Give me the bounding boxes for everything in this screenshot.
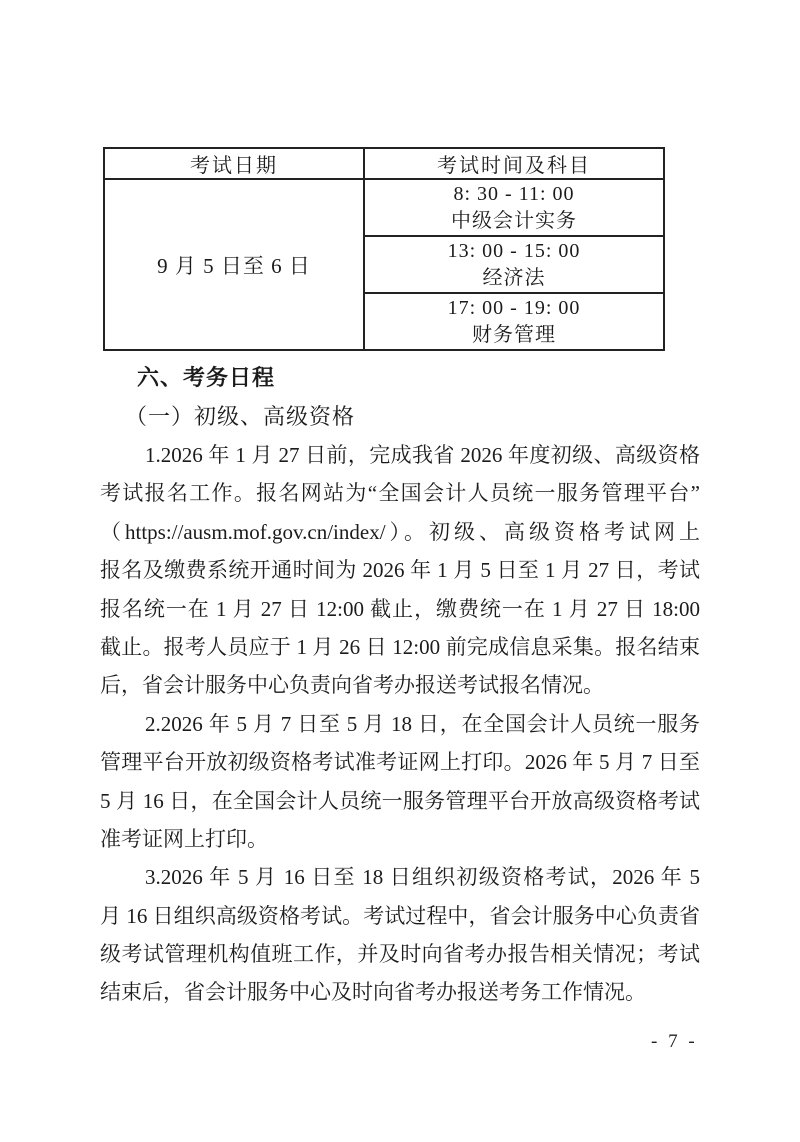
paragraph-3-line: 3.2026 年 5 月 16 日至 18 日组织初级资格考试，2026 年 5 bbox=[145, 865, 700, 890]
exam-schedule-table bbox=[103, 147, 665, 351]
session-time: 13: 00 - 15: 00 bbox=[447, 239, 581, 262]
session-subject: 经济法 bbox=[482, 266, 546, 289]
exam-date-column-header: 考试日期 bbox=[104, 148, 364, 179]
paragraph-1-line: 1.2026 年 1 月 27 日前，完成我省 2026 年度初级、高级资格 bbox=[145, 443, 700, 467]
paragraph-1-line: 截止。报考人员应于 1 月 26 日 12:00 前完成信息采集。报名结束 bbox=[100, 634, 700, 659]
paragraph-3-line: 级考试管理机构值班工作，并及时向省考办报告相关情况；考试 bbox=[100, 942, 700, 967]
paragraph-2-line: 5 月 16 日，在全国会计人员统一服务管理平台开放高级资格考试 bbox=[100, 788, 700, 813]
paragraph-2-line: 2.2026 年 5 月 7 日至 5 月 18 日，在全国会计人员统一服务 bbox=[145, 711, 700, 736]
paragraph-1-line: （https://ausm.mof.gov.cn/index/）。初级、高级资格考试网上 bbox=[100, 519, 700, 544]
session-subject: 中级会计实务 bbox=[451, 209, 577, 232]
session-time: 8: 30 - 11: 00 bbox=[453, 182, 575, 205]
session-cell-afternoon bbox=[364, 236, 664, 293]
paragraph-3-line: 月 16 日组织高级资格考试。考试过程中，省会计服务中心负责省 bbox=[100, 903, 700, 928]
table-row bbox=[104, 179, 664, 236]
session-cell-morning bbox=[364, 179, 664, 236]
exam-time-subject-column-header: 考试时间及科目 bbox=[364, 148, 664, 179]
paragraph-2-line: 准考证网上打印。 bbox=[100, 826, 268, 851]
session-cell-evening bbox=[364, 293, 664, 350]
body-text-block bbox=[100, 358, 700, 1012]
session-subject: 财务管理 bbox=[472, 323, 556, 346]
section-subheading: （一）初级、高级资格 bbox=[125, 404, 356, 429]
paragraph-2-line: 管理平台开放初级资格考试准考证网上打印。2026 年 5 月 7 日至 bbox=[100, 750, 700, 775]
paragraph-1-line: 报名统一在 1 月 27 日 12:00 截止，缴费统一在 1 月 27 日 18:00 bbox=[100, 596, 700, 621]
paragraph-1-line: 报名及缴费系统开通时间为 2026 年 1 月 5 日至 1 月 27 日，考试 bbox=[100, 558, 700, 583]
section-heading: 六、考务日程 bbox=[137, 365, 276, 390]
paragraph-3-line: 结束后，省会计服务中心及时向省考办报送考务工作情况。 bbox=[100, 980, 646, 1005]
paragraph-1-line: 考试报名工作。报名网站为“全国会计人员统一服务管理平台” bbox=[100, 481, 700, 506]
paragraph-1-line: 后，省会计服务中心负责向省考办报送考试报名情况。 bbox=[100, 673, 604, 698]
session-time: 17: 00 - 19: 00 bbox=[447, 296, 581, 319]
table-header-row bbox=[104, 148, 664, 179]
exam-date-cell: 9 月 5 日至 6 日 bbox=[104, 179, 364, 350]
page-number: - 7 - bbox=[651, 1031, 698, 1052]
